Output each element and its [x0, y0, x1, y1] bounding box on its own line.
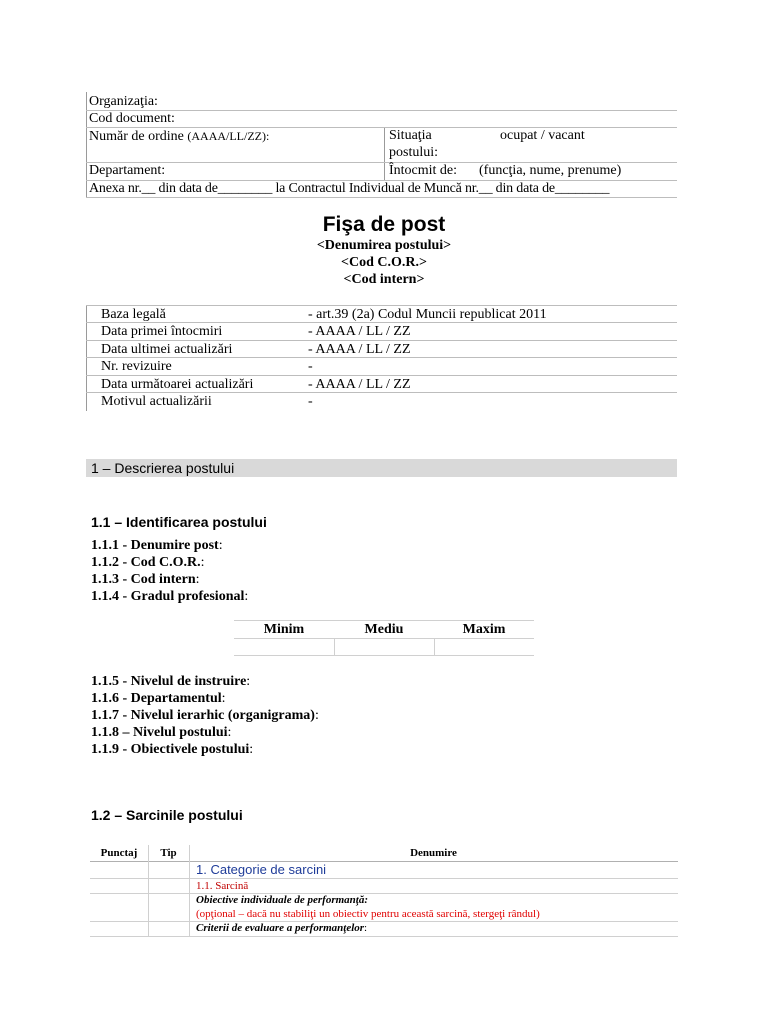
grade-header-minim: Minim [263, 622, 305, 637]
legal-row [86, 376, 677, 393]
field-item [91, 571, 200, 588]
field-item [91, 537, 223, 554]
grade-table-line [234, 620, 534, 621]
field-colon: : [218, 538, 223, 553]
field-label: 1.1.4 - Gradul profesional [91, 589, 245, 604]
grade-table-line [434, 638, 435, 655]
legal-value: - AAAA / LL / ZZ [308, 342, 411, 357]
legal-value: - AAAA / LL / ZZ [308, 324, 411, 339]
cod-intern-placeholder: <Cod intern> [343, 272, 425, 287]
document-title: Fişa de post [322, 213, 446, 236]
field-colon: : [195, 572, 200, 587]
numar-ordine-text: Număr de ordine [89, 129, 184, 144]
task-sarcina: 1.1. Sarcină [196, 880, 249, 892]
subsection-1-2-title: 1.2 – Sarcinile postului [91, 807, 243, 823]
legal-label: Data următoarei actualizări [101, 377, 254, 392]
subsection-1-1-title: 1.1 – Identificarea postului [91, 514, 267, 530]
field-item [91, 741, 253, 758]
field-colon: : [227, 725, 232, 740]
tasks-header-tip: Tip [160, 847, 177, 859]
departament-label: Departament: [89, 163, 166, 178]
legal-row [86, 341, 677, 358]
field-colon: : [246, 674, 251, 689]
legal-label: Data primei întocmiri [101, 324, 223, 339]
field-item [91, 673, 250, 690]
grade-header-maxim: Maxim [462, 622, 506, 637]
cod-cor-placeholder: <Cod C.O.R.> [341, 255, 427, 270]
numar-ordine-label [89, 128, 269, 145]
organizatia-label: Organizaţia: [89, 94, 158, 109]
section-1-title: 1 – Descrierea postului [91, 460, 235, 476]
legal-label: Nr. revizuire [101, 359, 172, 374]
task-optional-note: (opţional – dacă nu stabiliţi un obiectiv pentru această sarcină, stergeţi rândul) [196, 908, 540, 920]
field-label: 1.1.6 - Departamentul [91, 691, 222, 706]
tasks-header-denumire: Denumire [410, 847, 457, 859]
situatia-label: Situaţia [389, 128, 432, 143]
field-colon: : [200, 555, 205, 570]
tasks-table-line [90, 861, 678, 862]
field-colon: : [249, 742, 254, 757]
legal-value: - [308, 359, 313, 374]
grade-table-line [334, 638, 335, 655]
intocmit-label: Întocmit de: [389, 163, 458, 178]
grade-table-line [234, 638, 534, 639]
field-label: 1.1.9 - Obiectivele postului [91, 742, 250, 757]
anexa-line: Anexa nr.__ din data de________ la Contractul Individual de Muncă nr.__ din data de________ [89, 181, 610, 196]
situatia-label-2: postului: [389, 145, 439, 160]
task-criterii-label [196, 922, 367, 934]
field-colon: : [314, 708, 319, 723]
task-criterii-colon: : [364, 922, 368, 934]
field-label: 1.1.3 - Cod intern [91, 572, 196, 587]
field-label: 1.1.1 - Denumire post [91, 538, 219, 553]
post-name-placeholder: <Denumirea postului> [316, 238, 452, 253]
tasks-header-punctaj: Punctaj [100, 847, 138, 859]
tasks-table-line [90, 878, 678, 879]
field-label: 1.1.5 - Nivelul de instruire [91, 674, 247, 689]
header-row-divider [86, 197, 677, 198]
field-item [91, 707, 319, 724]
legal-label: Data ultimei actualizări [101, 342, 233, 357]
situatia-value: ocupat / vacant [500, 128, 585, 143]
header-table-left-border [86, 92, 87, 198]
tasks-table-line [90, 921, 678, 922]
tasks-table-line [90, 893, 678, 894]
field-item [91, 724, 231, 741]
legal-row [86, 393, 677, 410]
field-item [91, 588, 248, 605]
field-label: 1.1.7 - Nivelul ierarhic (organigrama) [91, 708, 315, 723]
numar-ordine-format: (AAAA/LL/ZZ): [187, 129, 270, 143]
tasks-table-line [90, 936, 678, 937]
task-category: 1. Categorie de sarcini [196, 862, 327, 877]
legal-value: - [308, 394, 313, 409]
task-obiective-label: Obiective individuale de performanţă: [196, 894, 368, 906]
intocmit-value: (funcţia, nume, prenume) [479, 163, 622, 178]
legal-label: Baza legală [101, 307, 166, 322]
field-label: 1.1.2 - Cod C.O.R. [91, 555, 201, 570]
grade-header-mediu: Mediu [364, 622, 404, 637]
field-label: 1.1.8 – Nivelul postului [91, 725, 228, 740]
cod-document-label: Cod document: [89, 111, 175, 126]
legal-value: - AAAA / LL / ZZ [308, 377, 411, 392]
field-colon: : [221, 691, 226, 706]
field-item [91, 554, 205, 571]
legal-row [86, 306, 677, 323]
legal-row [86, 358, 677, 375]
field-colon: : [244, 589, 249, 604]
legal-row [86, 323, 677, 340]
task-criterii-text: Criterii de evaluare a performanţelor [196, 922, 365, 934]
legal-label: Motivul actualizării [101, 394, 212, 409]
header-table-mid-border [384, 128, 385, 180]
grade-table-line [234, 655, 534, 656]
legal-value: - art.39 (2a) Codul Muncii republicat 2011 [308, 307, 547, 322]
field-item [91, 690, 226, 707]
